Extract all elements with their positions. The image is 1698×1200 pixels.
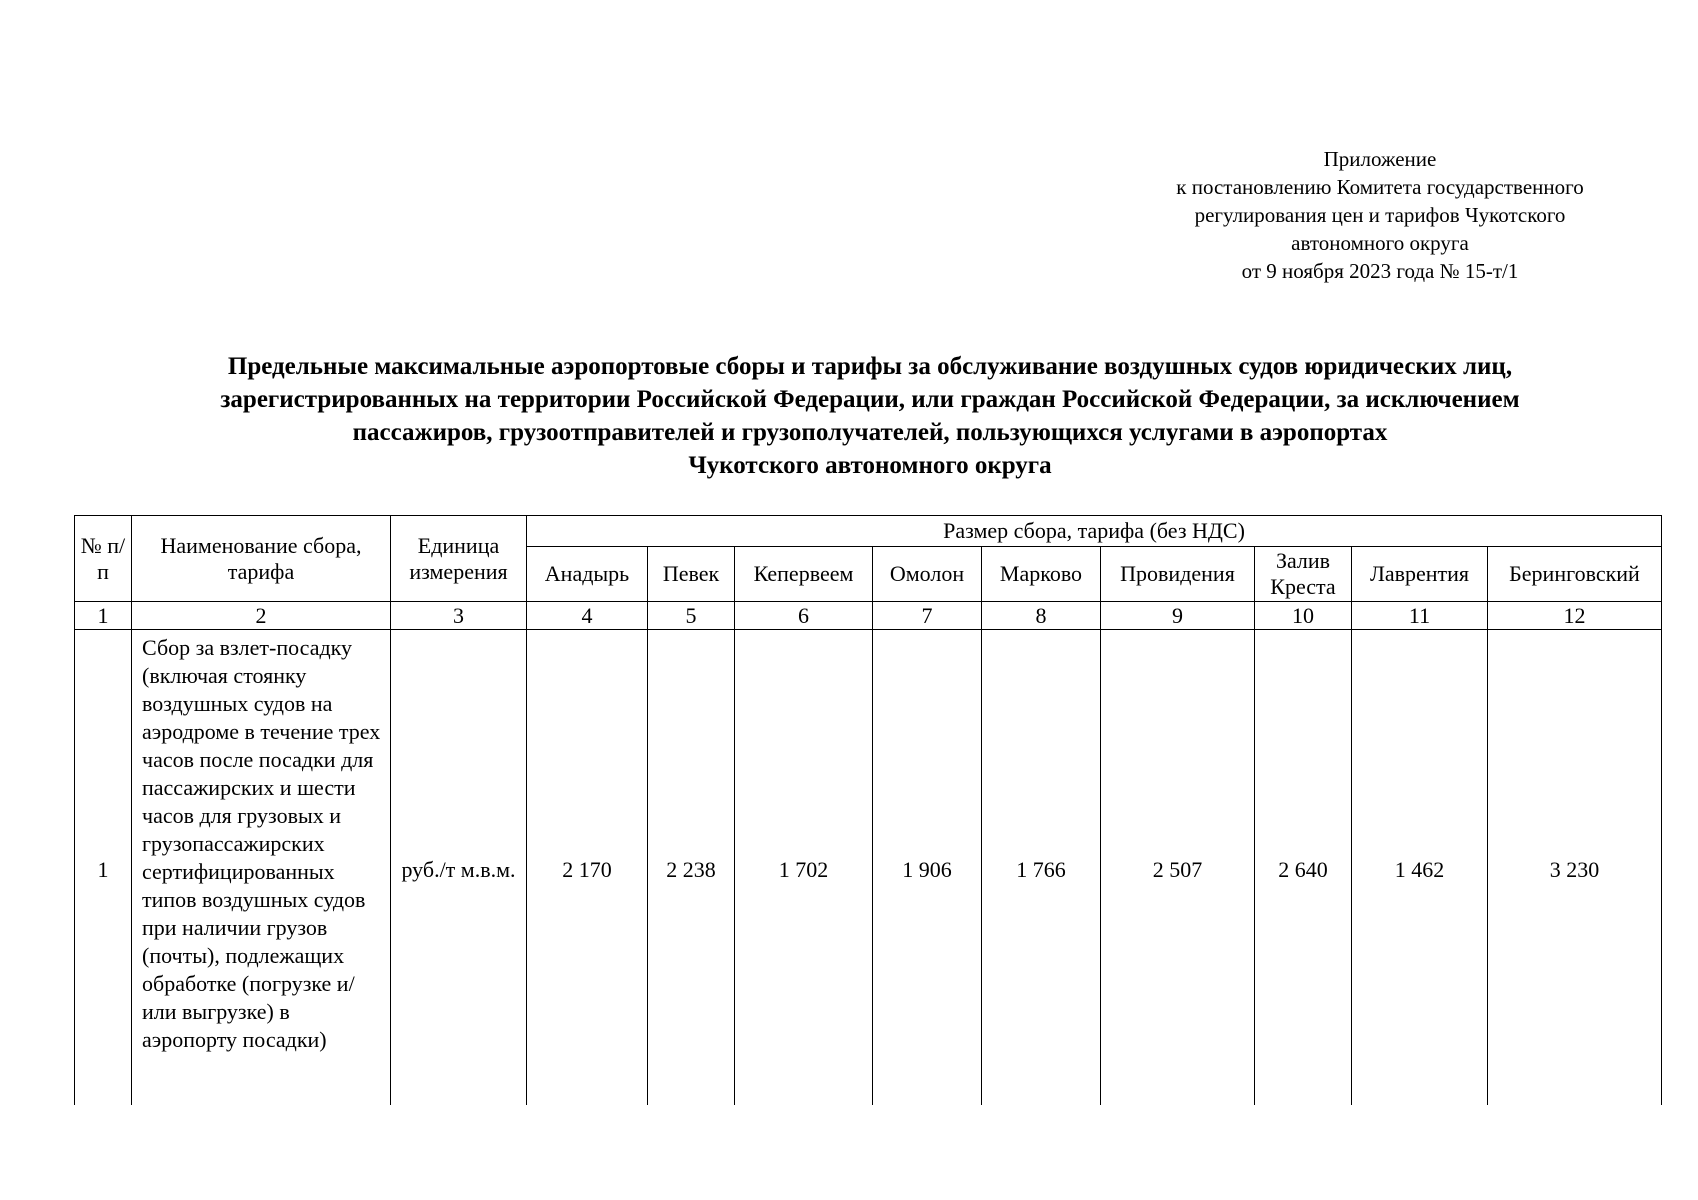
column-number-row — [75, 602, 1662, 630]
column-number: 4 — [527, 602, 648, 630]
column-number: 11 — [1352, 602, 1488, 630]
column-number: 6 — [735, 602, 873, 630]
title-line: зарегистрированных на территории Российской Федерации, или граждан Российской Федерации, за исключением — [220, 386, 1520, 413]
title-line: Предельные максимальные аэропортовые сборы и тарифы за обслуживание воздушных судов юридических лиц, — [227, 353, 1513, 380]
header-fee-group: Размер сбора, тарифа (без НДС) — [527, 516, 1662, 547]
appendix-line: от 9 ноября 2023 года № 15-т/1 — [1241, 259, 1519, 283]
fee-value-keperveem: 1 702 — [735, 630, 873, 1110]
header-airport: Певек — [648, 547, 735, 602]
column-number: 3 — [391, 602, 527, 630]
header-airport: Лаврентия — [1352, 547, 1488, 602]
header-airport: Омолон — [873, 547, 982, 602]
column-number: 2 — [132, 602, 391, 630]
header-airport: Марково — [982, 547, 1101, 602]
header-row-group — [75, 516, 1662, 547]
appendix-block — [1150, 145, 1610, 285]
header-airport: Залив Креста — [1255, 547, 1352, 602]
fee-value-markovo: 1 766 — [982, 630, 1101, 1110]
fee-name: Сбор за взлет-посадку (включая стоянку воздушных судов на аэродроме в течение трех часов после посадки для пассажирских и шести часов для грузовых и грузопассажирских сертифицированных типов воздушных судов при наличии грузов (почты), подлежащих обработке (погрузке и/ или выгрузке) в аэропорту посадки) — [132, 630, 391, 1110]
document-title — [80, 350, 1660, 482]
column-number: 7 — [873, 602, 982, 630]
header-airport: Провидения — [1101, 547, 1255, 602]
fee-value-beringovsky: 3 230 — [1488, 630, 1662, 1110]
page-bottom-margin — [0, 1105, 1698, 1200]
fee-value-lavrentiya: 1 462 — [1352, 630, 1488, 1110]
header-unit: Единица измерения — [391, 516, 527, 602]
row-number: 1 — [75, 630, 132, 1110]
fee-value-pevek: 2 238 — [648, 630, 735, 1110]
fee-unit: руб./т м.в.м. — [391, 630, 527, 1110]
title-line: пассажиров, грузоотправителей и грузополучателей, пользующихся услугами в аэропортах — [352, 419, 1388, 446]
appendix-line: к постановлению Комитета государственного — [1176, 175, 1584, 199]
column-number: 5 — [648, 602, 735, 630]
fee-value-provideniya: 2 507 — [1101, 630, 1255, 1110]
column-number: 12 — [1488, 602, 1662, 630]
fee-value-omolon: 1 906 — [873, 630, 982, 1110]
header-name: Наименование сбора, тарифа — [132, 516, 391, 602]
appendix-line: Приложение — [1323, 147, 1437, 171]
column-number: 10 — [1255, 602, 1352, 630]
column-number: 8 — [982, 602, 1101, 630]
header-airport: Беринговский — [1488, 547, 1662, 602]
fee-value-anadyr: 2 170 — [527, 630, 648, 1110]
appendix-line: автономного округа — [1291, 231, 1469, 255]
column-number: 1 — [75, 602, 132, 630]
appendix-line: регулирования цен и тарифов Чукотского — [1194, 203, 1566, 227]
title-line: Чукотского автономного округа — [688, 452, 1052, 479]
table-row — [75, 630, 1662, 1110]
fee-value-zaliv-kresta: 2 640 — [1255, 630, 1352, 1110]
tariff-table — [74, 515, 1662, 1110]
header-number: № п/п — [75, 516, 132, 602]
header-airport: Кепервеем — [735, 547, 873, 602]
column-number: 9 — [1101, 602, 1255, 630]
header-airport: Анадырь — [527, 547, 648, 602]
